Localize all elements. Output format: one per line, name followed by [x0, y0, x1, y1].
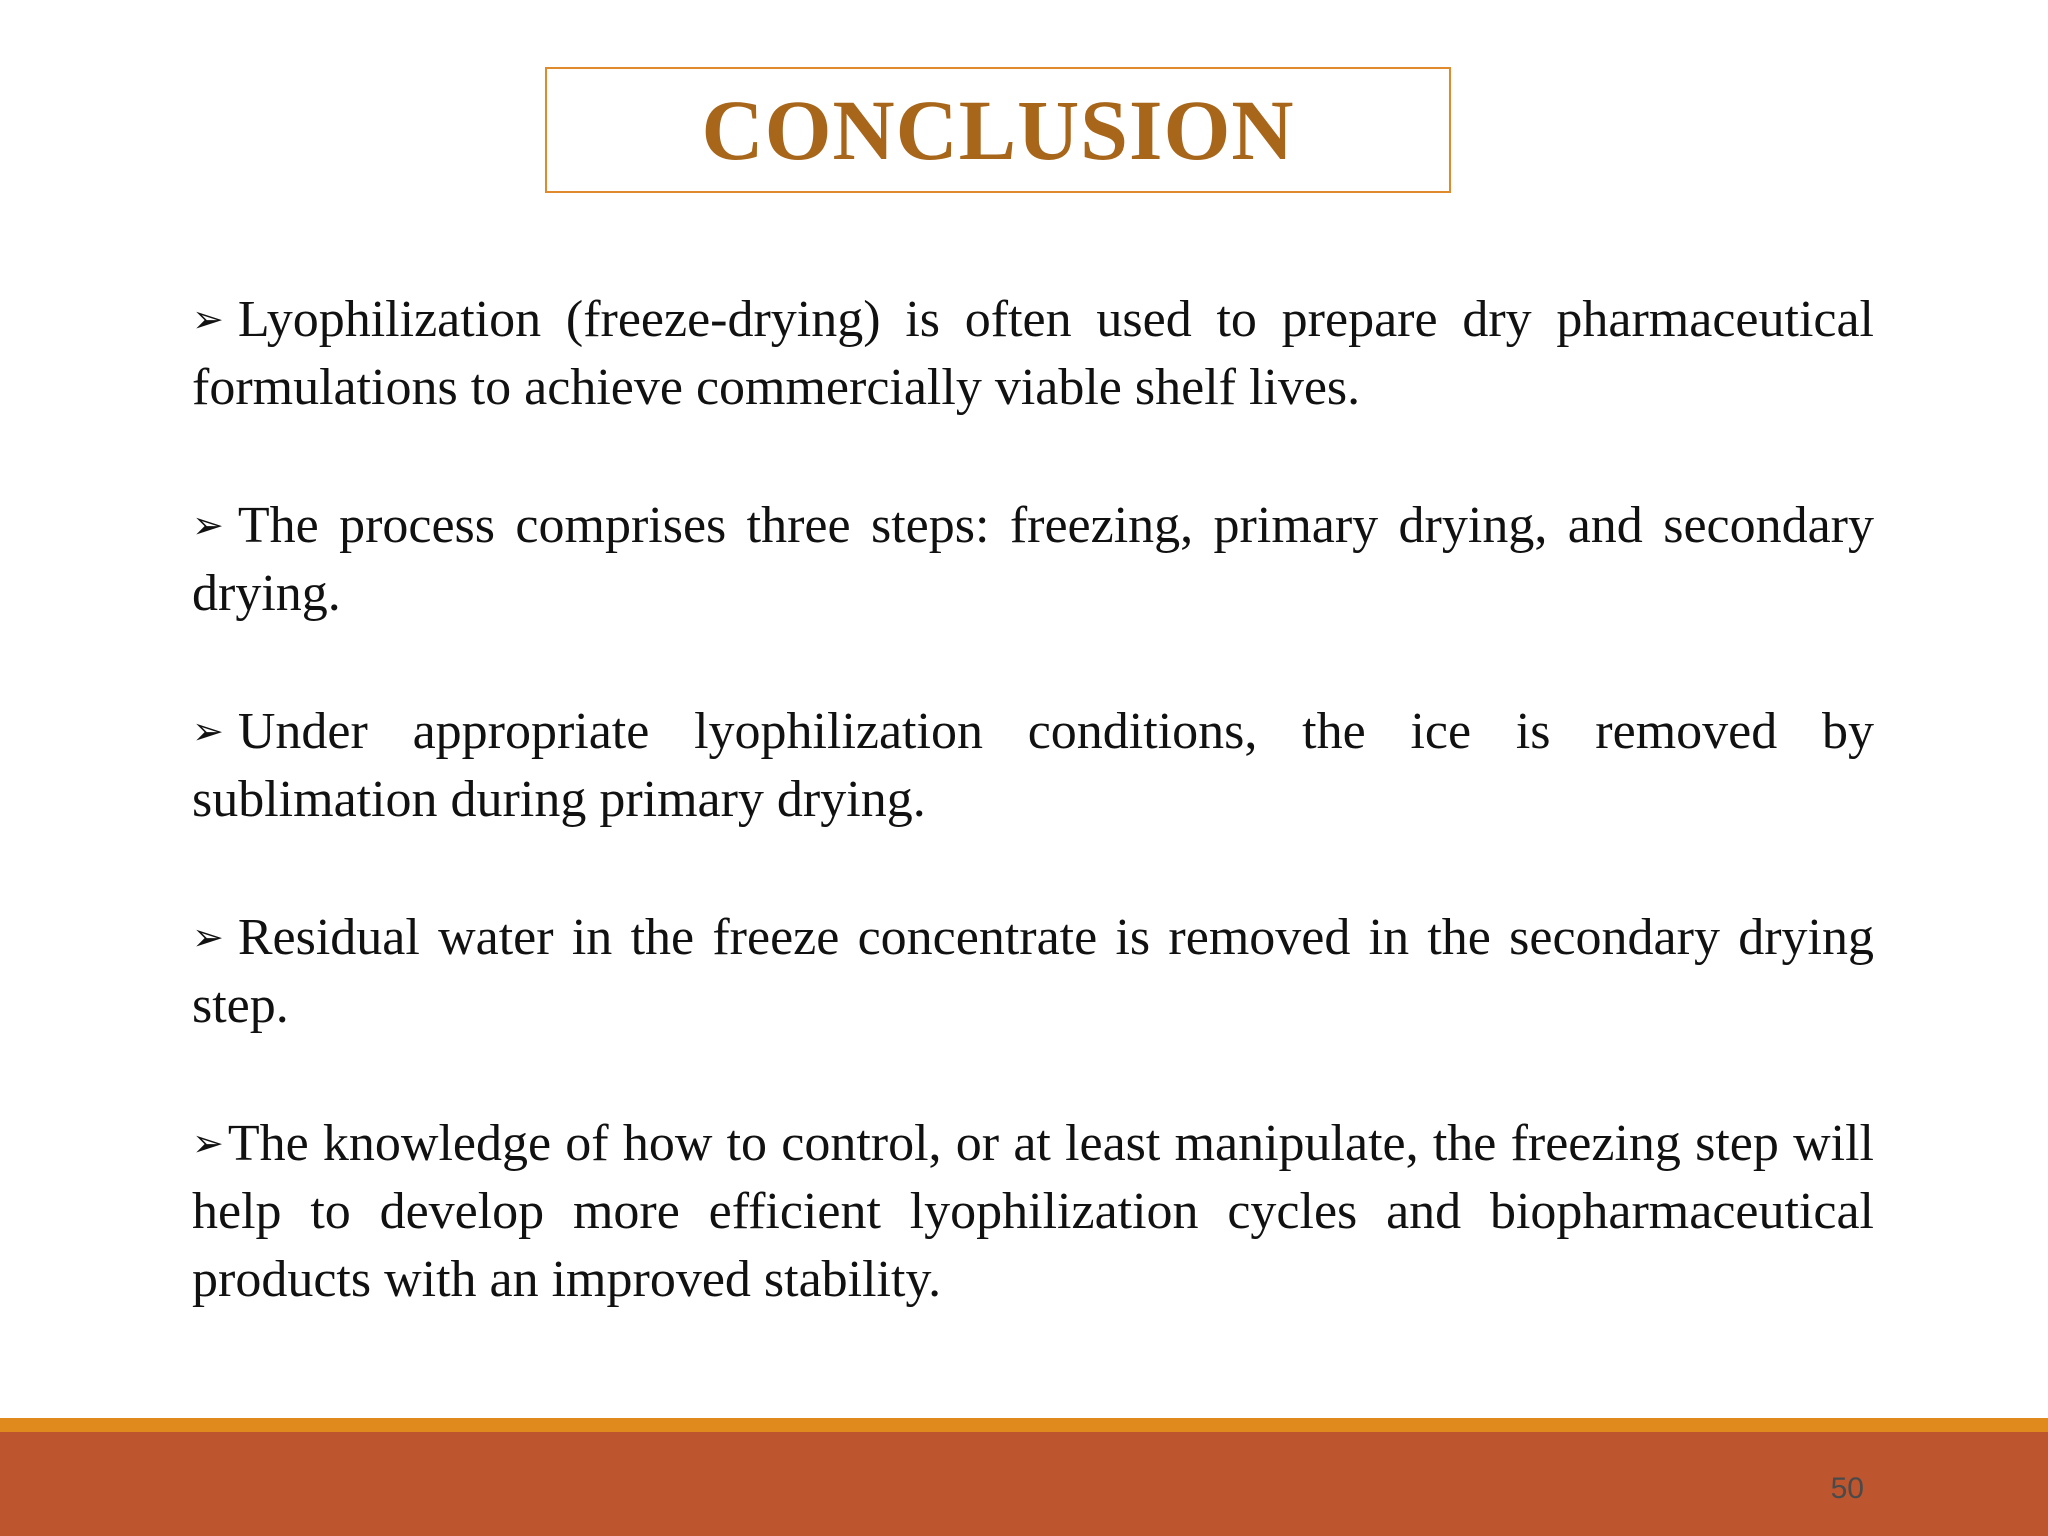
arrow-bullet-icon: ➢ [192, 297, 224, 341]
bullet-text: Residual water in the freeze concentrate is removed in the secondary drying step. [192, 909, 1874, 1034]
bullet-item [192, 903, 1874, 1040]
bullet-text: The process comprises three steps: freezing, primary drying, and secondary drying. [192, 497, 1874, 622]
bullet-item [192, 491, 1874, 628]
slide-title: CONCLUSION [701, 82, 1295, 178]
arrow-bullet-icon: ➢ [192, 709, 224, 753]
bullet-list [192, 285, 1874, 1383]
arrow-bullet-icon: ➢ [192, 503, 224, 547]
bullet-text: The knowledge of how to control, or at least manipulate, the freezing step will help to develop more efficient lyophilization cycles and biopharmaceutical products with an improved stability. [192, 1115, 1874, 1308]
bullet-item [192, 697, 1874, 834]
bullet-item [192, 285, 1874, 422]
title-box [545, 67, 1451, 193]
arrow-bullet-icon: ➢ [192, 915, 224, 959]
arrow-bullet-icon: ➢ [192, 1121, 224, 1165]
footer-stripe [0, 1418, 2048, 1432]
footer-bar [0, 1432, 2048, 1536]
bullet-text: Lyophilization (freeze-drying) is often used to prepare dry pharmaceutical formulations to achieve commercially viable shelf lives. [192, 291, 1874, 416]
page-number: 50 [1830, 1472, 1864, 1505]
bullet-item [192, 1109, 1874, 1314]
bullet-text: Under appropriate lyophilization conditions, the ice is removed by sublimation during primary drying. [192, 703, 1874, 828]
